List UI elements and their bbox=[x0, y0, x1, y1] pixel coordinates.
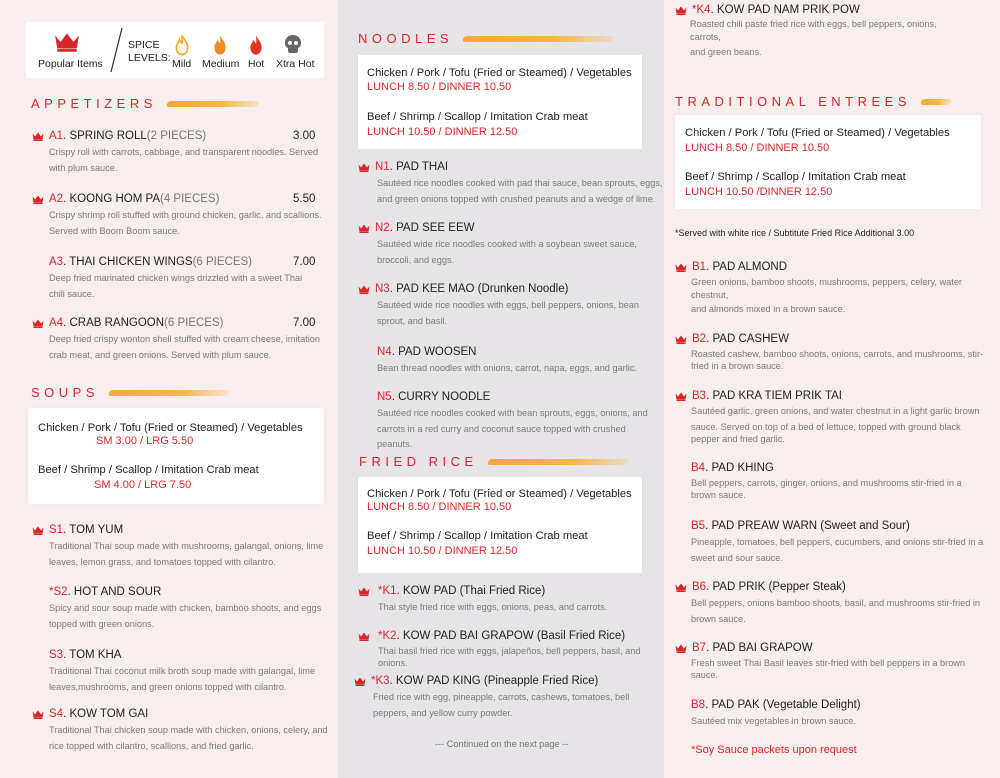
item-code: N3 bbox=[375, 283, 390, 295]
fried-rice-title: FRIED RICE bbox=[359, 454, 478, 469]
item-desc: Sautéed mix vegetables in brown sauce. bbox=[691, 716, 856, 726]
item-name: . PAD WOOSEN bbox=[391, 346, 477, 358]
brush-stroke bbox=[920, 99, 952, 105]
item-desc: peppers, and yellow curry powder. bbox=[373, 707, 513, 718]
box-price: SM 4.00 / LRG 7.50 bbox=[94, 479, 192, 491]
menu-item-b6 bbox=[675, 581, 995, 627]
crown-icon bbox=[358, 163, 370, 172]
item-desc: sauce. Served on top of a bed of lettuce, topped with ground black bbox=[691, 421, 961, 432]
soups-title: SOUPS bbox=[31, 385, 100, 400]
levels-label: LEVELS: bbox=[128, 52, 171, 64]
item-price: 7.00 bbox=[293, 317, 316, 329]
menu-item-s2 bbox=[49, 586, 327, 632]
continued-note: --- Continued on the next page -- bbox=[435, 739, 569, 749]
crown-icon bbox=[358, 632, 370, 641]
item-name: . PAD KRA TIEM PRIK TAI bbox=[706, 390, 842, 402]
spice-label: SPICE bbox=[128, 39, 160, 51]
item-code: A1 bbox=[49, 130, 64, 142]
item-name: . PAD SEE EEW bbox=[389, 222, 475, 234]
item-code: *S2 bbox=[49, 586, 68, 598]
item-desc: Bell peppers, carrots, ginger, onions, and mushrooms stir-fried in a bbox=[691, 478, 962, 488]
item-desc: crab meat, and green onions. Served with plum sauce. bbox=[49, 349, 272, 360]
item-name: . PAD BAI GRAPOW bbox=[706, 642, 813, 654]
crown-icon bbox=[675, 392, 687, 401]
item-code: B1 bbox=[692, 261, 707, 273]
menu-item-a3 bbox=[49, 256, 322, 302]
soups-heading bbox=[31, 385, 229, 400]
soups-price-box bbox=[28, 408, 324, 504]
menu-item-n2 bbox=[358, 222, 663, 268]
box-line: Chicken / Pork / Tofu (Fried or Steamed) / Vegetables bbox=[367, 488, 632, 500]
item-desc: Sautéed rice noodles cooked with bean sprouts, eggs, onions, and bbox=[377, 408, 648, 418]
crown-icon bbox=[32, 710, 44, 719]
item-name: . PAD THAI bbox=[389, 161, 449, 173]
item-desc: leaves,mushrooms, and green onions topped with cilantro. bbox=[49, 681, 287, 692]
menu-item-b7 bbox=[675, 642, 995, 681]
item-desc: and almonds mixed in a brown sauce. bbox=[691, 304, 846, 314]
entrees-price-box bbox=[675, 115, 981, 209]
item-name: . PAD ALMOND bbox=[706, 261, 788, 273]
item-name: . THAI CHICKEN WINGS bbox=[63, 256, 193, 268]
item-desc: Thai style fried rice with eggs, onions, peas, and carrots. bbox=[378, 602, 608, 612]
item-desc: Traditional Thai coconut milk broth soup made with galangal, lime bbox=[49, 666, 316, 676]
item-desc: Green onions, bamboo shoots, mushrooms, peppers, celery, water bbox=[691, 277, 962, 287]
item-qty: (6 PIECES) bbox=[164, 317, 224, 329]
item-code: S1 bbox=[49, 524, 64, 536]
box-line: Chicken / Pork / Tofu (Fried or Steamed) / Vegetables bbox=[367, 67, 632, 79]
entrees-heading bbox=[675, 94, 951, 109]
item-desc: sprout, and basil. bbox=[377, 315, 447, 326]
item-desc: Thai basil fried rice with eggs, jalapeños, bell peppers, basil, and bbox=[378, 646, 641, 656]
item-desc: rice topped with cilantro, scallions, and fried garlic. bbox=[49, 740, 254, 751]
item-desc: leaves, lemon grass, and tomatoes topped with cilantro. bbox=[49, 556, 276, 567]
menu-item-b1 bbox=[675, 261, 995, 316]
item-code: B3 bbox=[692, 390, 707, 402]
item-name: . PAD KEE MAO (Drunken Noodle) bbox=[389, 283, 569, 295]
crown-icon bbox=[358, 587, 370, 596]
noodles-price-box bbox=[358, 55, 642, 149]
skull-icon bbox=[284, 34, 302, 54]
box-price: SM 3.00 / LRG 5.50 bbox=[96, 435, 194, 447]
item-desc: Deep fried crispy wonton shell stuffed with cream cheese, imitation bbox=[49, 334, 320, 344]
item-code: B4 bbox=[691, 462, 706, 474]
soy-sauce-note: *Soy Sauce packets upon request bbox=[691, 744, 857, 756]
item-code: S4 bbox=[49, 708, 64, 720]
item-name: . KOW TOM GAI bbox=[63, 708, 149, 720]
fried-rice-heading bbox=[359, 454, 628, 469]
item-desc: with plum sauce. bbox=[49, 162, 118, 173]
item-desc: brown sauce. bbox=[691, 613, 746, 624]
flame-medium-icon bbox=[212, 34, 228, 56]
item-name: . PAD PAK (Vegetable Delight) bbox=[705, 699, 861, 711]
item-name: . CURRY NOODLE bbox=[391, 391, 491, 403]
item-code: *K3 bbox=[371, 675, 390, 687]
item-desc: carrots, bbox=[690, 31, 721, 42]
item-desc: chestnut, bbox=[691, 289, 729, 300]
item-desc: Sautéed wide rice noodles cooked with a soybean sweet sauce, bbox=[377, 239, 637, 249]
item-qty: (6 PIECES) bbox=[192, 256, 253, 268]
item-qty: (2 PIECES) bbox=[146, 130, 207, 142]
item-name: . PAD PRIK (Pepper Steak) bbox=[706, 581, 846, 593]
item-name: . KOW PAD BAI GRAPOW (Basil Fried Rice) bbox=[396, 630, 626, 642]
menu-item-b8 bbox=[691, 699, 995, 730]
item-desc: Served with Boom Boom sauce. bbox=[49, 225, 180, 236]
item-desc: sauce. bbox=[691, 670, 719, 680]
brush-stroke bbox=[462, 36, 614, 42]
item-desc: onions. bbox=[378, 658, 408, 668]
item-name: . PAD KHING bbox=[705, 462, 774, 474]
menu-item-a4 bbox=[32, 317, 322, 363]
entrees-title: TRADITIONAL ENTREES bbox=[675, 94, 911, 109]
item-code: N2 bbox=[375, 222, 390, 234]
item-name: . SPRING ROLL bbox=[63, 130, 147, 142]
legend-box bbox=[26, 22, 324, 78]
fried-rice-price-box bbox=[358, 477, 642, 573]
spice-mild-label: Mild bbox=[172, 58, 192, 70]
item-desc: Roasted cashew, bamboo shoots, onions, carrots, and mushrooms, stir- bbox=[691, 349, 984, 359]
box-line: Chicken / Pork / Tofu (Fried or Steamed) / Vegetables bbox=[685, 127, 950, 139]
menu-item-b4 bbox=[691, 462, 995, 501]
menu-item-s1 bbox=[32, 524, 327, 570]
item-desc: brown sauce. bbox=[691, 490, 746, 500]
item-code: N1 bbox=[375, 161, 390, 173]
item-desc: Crispy shrimp roll stuffed with ground chicken, garlic, and scallions. bbox=[49, 210, 322, 220]
menu-item-n3 bbox=[358, 283, 663, 329]
item-code: B8 bbox=[691, 699, 706, 711]
item-name: . CRAB RANGOON bbox=[63, 317, 165, 329]
menu-item-k3 bbox=[354, 675, 659, 721]
spice-hot-label: Hot bbox=[248, 58, 265, 70]
crown-icon bbox=[354, 677, 366, 686]
item-code: *K2 bbox=[378, 630, 397, 642]
menu-item-s3 bbox=[49, 649, 327, 695]
box-line: Beef / Shrimp / Scallop / Imitation Crab meat bbox=[685, 171, 906, 183]
item-code: A4 bbox=[49, 317, 64, 329]
spice-medium-label: Medium bbox=[202, 58, 240, 70]
item-desc: fried in a brown sauce. bbox=[691, 361, 784, 371]
legend-divider bbox=[108, 26, 126, 74]
box-line: Beef / Shrimp / Scallop / Imitation Crab meat bbox=[38, 464, 259, 476]
box-line: Chicken / Pork / Tofu (Fried or Steamed) / Vegetables bbox=[38, 422, 303, 434]
item-name: . PAD CASHEW bbox=[706, 333, 789, 345]
item-desc: broccoli, and eggs. bbox=[377, 254, 455, 265]
appetizers-title: APPETIZERS bbox=[31, 96, 157, 111]
item-name: . TOM YUM bbox=[63, 524, 124, 536]
crown-icon bbox=[675, 644, 687, 653]
box-price: LUNCH 10.50 /DINNER 12.50 bbox=[685, 186, 833, 198]
crown-icon bbox=[675, 335, 687, 344]
item-price: 7.00 bbox=[293, 256, 316, 268]
item-desc: Sautéed wide rice noodles with eggs, bell peppers, onions, bean bbox=[377, 300, 640, 310]
item-desc: carrots in a red curry and coconut sauce topped with crushed peanuts. bbox=[377, 423, 626, 449]
box-price: LUNCH 8.50 / DINNER 10.50 bbox=[685, 142, 830, 154]
item-desc: topped with green onions. bbox=[49, 618, 155, 629]
flame-hot-icon bbox=[248, 34, 264, 56]
item-code: B5 bbox=[691, 520, 706, 532]
item-desc: Bean thread noodles with onions, carrot, napa, eggs, and garlic. bbox=[377, 363, 637, 373]
item-code: N5 bbox=[377, 391, 392, 403]
item-desc: and green onions topped with crushed peanuts and a wedge of lime. bbox=[377, 193, 656, 204]
item-code: *K1 bbox=[378, 585, 397, 597]
crown-icon bbox=[32, 195, 44, 204]
noodles-title: NOODLES bbox=[358, 31, 454, 46]
item-desc: Roasted chili paste fried rice with eggs, bell peppers, onions, bbox=[690, 19, 937, 29]
menu-item-a1 bbox=[32, 130, 322, 176]
popular-items-label: Popular Items bbox=[38, 58, 103, 70]
box-price: LUNCH 10.50 / DINNER 12.50 bbox=[367, 126, 518, 138]
item-desc: pepper and fried garlic. bbox=[691, 434, 785, 444]
brush-stroke bbox=[487, 459, 629, 465]
menu-item-k1 bbox=[358, 585, 663, 616]
menu-item-k2 bbox=[358, 630, 663, 669]
item-code: B7 bbox=[692, 642, 707, 654]
crown-icon bbox=[32, 132, 44, 141]
item-desc: Bell peppers, onions bamboo shoots, basil, and mushrooms stir-fried in bbox=[691, 598, 981, 608]
box-line: Beef / Shrimp / Scallop / Imitation Crab meat bbox=[367, 111, 588, 123]
menu-item-n4 bbox=[377, 346, 663, 377]
item-price: 5.50 bbox=[293, 193, 316, 205]
flame-mild-icon bbox=[174, 34, 190, 56]
item-code: A2 bbox=[49, 193, 64, 205]
spice-xtra-hot-label: Xtra Hot bbox=[276, 58, 315, 70]
menu-column-right bbox=[664, 0, 1000, 778]
item-desc: Crispy roll with carrots, cabbage, and transparent noodles. Served bbox=[49, 147, 319, 157]
item-code: *K4 bbox=[692, 4, 711, 16]
menu-column-left bbox=[0, 0, 338, 778]
served-with-note: *Served with white rice / Subtitute Fried Rice Additional 3.00 bbox=[675, 228, 915, 238]
item-desc: Sautéed garlic, green onions, and water chestnut in a light garlic brown bbox=[691, 406, 980, 416]
item-desc: Traditional Thai soup made with mushrooms, galangal, onions, lime bbox=[49, 541, 324, 551]
item-desc: Pineapple, tomatoes, bell peppers, cucumbers, and onions stir-fried in a bbox=[691, 537, 984, 547]
item-name: . HOT AND SOUR bbox=[67, 586, 162, 598]
item-desc: sweet and sour sauce. bbox=[691, 552, 783, 563]
menu-item-b3 bbox=[675, 390, 995, 446]
menu-column-middle bbox=[338, 0, 664, 778]
item-name: . KOONG HOM PA bbox=[63, 193, 160, 205]
menu-item-b2 bbox=[675, 333, 995, 372]
crown-icon bbox=[358, 224, 370, 233]
box-price: LUNCH 8.50 / DINNER 10.50 bbox=[367, 81, 512, 93]
item-code: B6 bbox=[692, 581, 707, 593]
item-name: . PAD PREAW WARN (Sweet and Sour) bbox=[705, 520, 910, 532]
brush-stroke bbox=[108, 390, 230, 396]
item-qty: (4 PIECES) bbox=[160, 193, 220, 205]
crown-icon bbox=[675, 263, 687, 272]
box-line: Beef / Shrimp / Scallop / Imitation Crab meat bbox=[367, 530, 588, 542]
menu-item-s4 bbox=[32, 708, 332, 754]
item-name: . KOW PAD (Thai Fried Rice) bbox=[396, 585, 546, 597]
brush-stroke bbox=[166, 101, 260, 107]
menu-item-k4 bbox=[675, 4, 990, 59]
noodles-heading bbox=[358, 31, 613, 46]
menu-item-b5 bbox=[691, 520, 995, 566]
item-code: N4 bbox=[377, 346, 392, 358]
item-desc: and green beans. bbox=[690, 47, 762, 57]
item-desc: Sautéed rice noodles cooked with pad thai sauce, bean sprouts, eggs, bbox=[377, 178, 663, 188]
crown-icon bbox=[32, 526, 44, 535]
item-code: B2 bbox=[692, 333, 707, 345]
item-price: 3.00 bbox=[293, 130, 316, 142]
item-desc: Traditional Thai chicken soup made with chicken, onions, celery, and bbox=[49, 725, 328, 735]
menu-item-a2 bbox=[32, 193, 322, 239]
crown-icon bbox=[32, 319, 44, 328]
crown-icon bbox=[358, 285, 370, 294]
item-name: . KOW PAD KING (Pineapple Fried Rice) bbox=[389, 675, 599, 687]
crown-icon bbox=[675, 6, 687, 15]
box-price: LUNCH 10.50 / DINNER 12.50 bbox=[367, 545, 518, 557]
crown-icon bbox=[54, 32, 80, 52]
item-name: . TOM KHA bbox=[63, 649, 122, 661]
item-desc: chili sauce. bbox=[49, 288, 95, 299]
item-name: . KOW PAD NAM PRIK POW bbox=[710, 4, 860, 16]
item-desc: Fresh sweet Thai Basil leaves stir-fried with bell peppers in a brown bbox=[691, 658, 966, 668]
item-desc: Deep fried marinated chicken wings drizzled with a sweet Thai bbox=[49, 273, 303, 283]
menu-item-n5 bbox=[377, 391, 663, 453]
box-price: LUNCH 8.50 / DINNER 10.50 bbox=[367, 501, 512, 513]
item-code: S3 bbox=[49, 649, 64, 661]
menu-item-n1 bbox=[358, 161, 663, 207]
item-desc: Fried rice with egg, pineapple, carrots, cashews, tomatoes, bell bbox=[373, 692, 630, 702]
item-desc: Spicy and sour soup made with chicken, bamboo shoots, and eggs bbox=[49, 603, 322, 613]
crown-icon bbox=[675, 583, 687, 592]
item-code: A3 bbox=[49, 256, 64, 268]
appetizers-heading bbox=[31, 96, 259, 111]
